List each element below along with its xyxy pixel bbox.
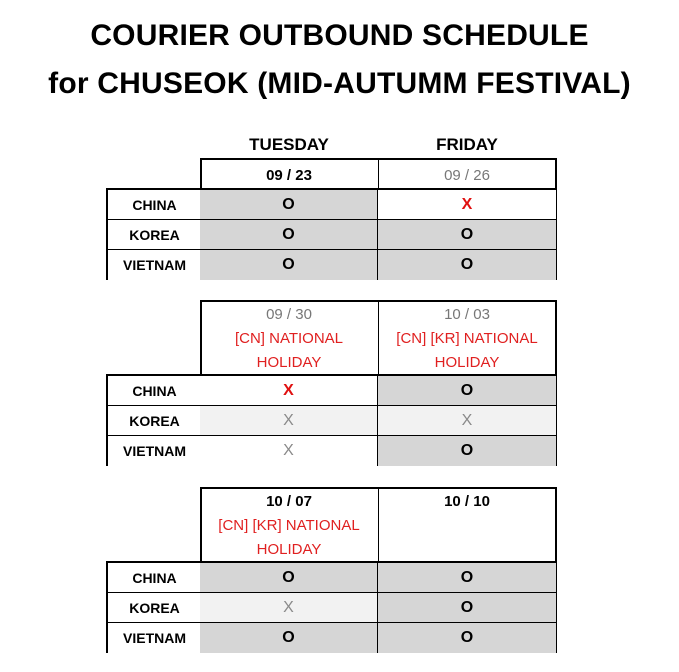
country-label: VIETNAM [108,436,202,466]
date-cell [200,303,378,375]
date-cell [378,490,556,514]
schedule-cell [200,436,378,466]
date-label: 09 / 30 [266,306,312,323]
table-row [108,376,555,406]
table-row [108,563,555,593]
table-row [108,220,555,250]
country-label: CHINA [108,563,202,593]
schedule-cell [200,623,378,653]
date-cell [378,164,556,188]
country-label: VIETNAM [108,623,202,653]
day-header-friday: FRIDAY [436,135,498,154]
country-label: CHINA [108,190,202,220]
available-mark: O [282,568,295,586]
date-cell [200,490,378,562]
table-row [108,593,555,623]
unavailable-mark: X [283,442,294,459]
available-mark: O [282,195,295,213]
schedule-cell [200,190,378,220]
schedule-cell [200,593,378,623]
country-label: CHINA [108,376,202,406]
unavailable-mark: X [461,195,473,213]
table-row [108,406,555,436]
date-label: 09 / 23 [266,167,312,184]
unavailable-mark: X [461,411,473,429]
country-label: KOREA [108,406,202,436]
schedule-grid [106,188,557,280]
schedule-cell [378,406,556,436]
schedule-grid [106,561,557,653]
holiday-note: [CN] [KR] NATIONAL HOLIDAY [218,517,360,558]
table-row [108,623,555,653]
date-cell [200,164,378,188]
page-subtitle: for CHUSEOK (MID-AUTUMM FESTIVAL) [48,67,631,100]
available-mark: O [460,381,474,399]
available-mark: O [460,568,474,586]
date-label: 10 / 03 [444,306,490,323]
schedule-cell [200,563,378,593]
schedule-cell [378,593,556,623]
date-cell [378,303,556,375]
page-title: COURIER OUTBOUND SCHEDULE [90,19,589,52]
schedule-cell [378,190,556,220]
schedule-cell [200,220,378,250]
available-mark: O [460,225,474,243]
schedule-cell [378,436,556,466]
country-label: KOREA [108,220,202,250]
schedule-cell [378,563,556,593]
schedule-cell [378,623,556,653]
table-row [108,436,555,466]
schedule-cell [200,250,378,280]
table-row [108,250,555,280]
country-label: KOREA [108,593,202,623]
schedule-cell [378,220,556,250]
available-mark: O [282,629,295,646]
date-label: 10 / 07 [266,493,312,510]
available-mark: O [282,225,295,243]
table-row [108,190,555,220]
unavailable-mark: X [283,598,294,616]
date-label: 10 / 10 [444,493,490,510]
available-mark: O [460,629,474,646]
unavailable-mark: X [283,381,294,399]
available-mark: O [460,442,474,459]
available-mark: O [460,256,474,273]
schedule-grid [106,374,557,466]
available-mark: O [282,256,295,273]
date-label: 09 / 26 [444,167,490,184]
day-header-tuesday: TUESDAY [249,135,329,154]
holiday-note: [CN] NATIONAL HOLIDAY [234,330,344,371]
schedule-cell [200,406,378,436]
unavailable-mark: X [283,411,294,429]
schedule-cell [378,376,556,406]
schedule-cell [200,376,378,406]
country-label: VIETNAM [108,250,202,280]
available-mark: O [460,598,474,616]
schedule-cell [378,250,556,280]
holiday-note: [CN] [KR] NATIONAL HOLIDAY [396,330,538,371]
